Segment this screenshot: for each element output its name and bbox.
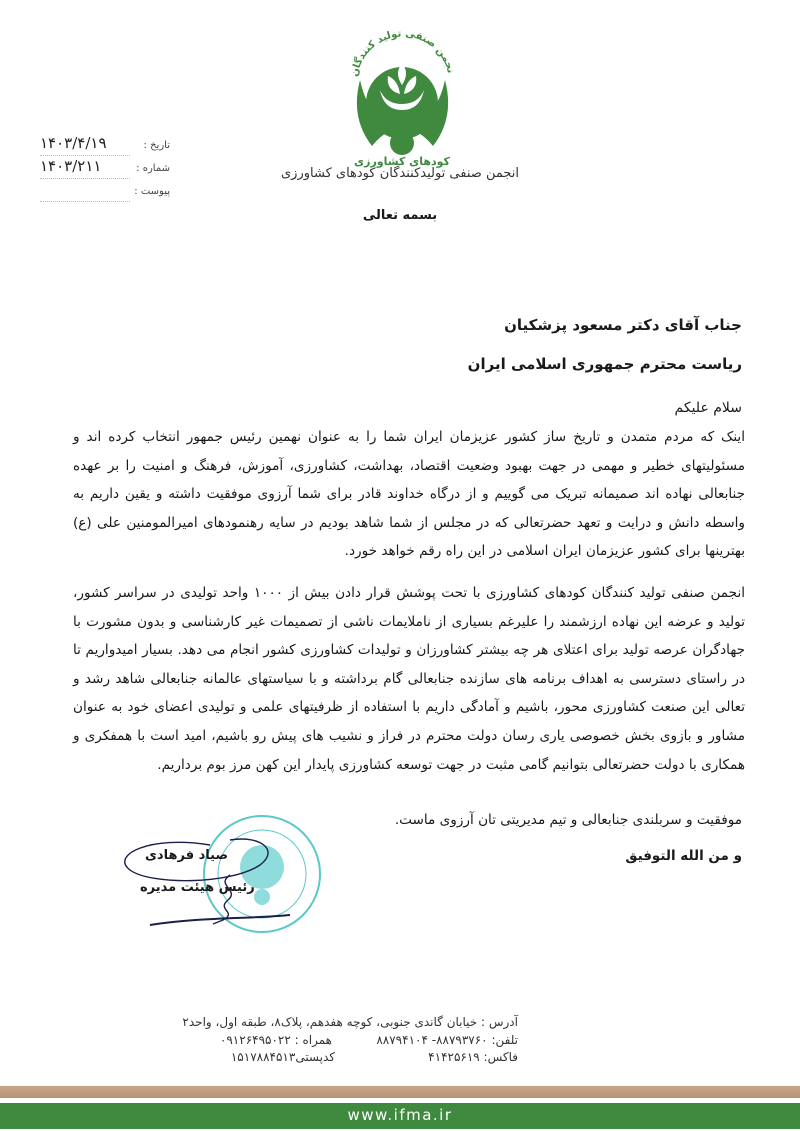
signatory-title: رئیس هیئت مدیره: [140, 880, 255, 895]
recipient-name: جناب آقای دکتر مسعود پزشکیان: [504, 316, 742, 334]
number-value: ۱۴۰۳/۲۱۱: [40, 157, 102, 175]
greeting: سلام علیکم: [674, 400, 742, 416]
footer-address: آدرس : خیابان گاندی جنوبی، کوچه هفدهم، پلاک۸، طبقه اول، واحد۲: [182, 1015, 518, 1029]
bismillah-heading: بسمه تعالی: [362, 208, 438, 223]
signatory-name: صیاد فرهادی: [145, 848, 229, 863]
logo-bottom-text: کودهای کشاورزی: [354, 155, 450, 168]
body-paragraph-2: انجمن صنفی تولید کنندگان کودهای کشاورزی با تحت پوشش قرار دادن بیش از ۱۰۰۰ واحد تولیدی در سراسر کشور، تولید و عرضه این نهاده ارزشمند را علیرغم بسیاری از ناملایمات ناشی از تصمیمات غیر کارشناسی و بدون مشورت با جهادگران عرصه تولید برای اعتلای هر چه بیشتر کشاورزان و تولیدات کشاورزی کشور انجام می دهد. بسیار امیدواریم تا در راستای دسترسی به اهداف برنامه های سازنده جنابعالی گام برداشته و با سیاستهای عالمانه جنابعالی شاهد رشد و تعالی این صنعت کشاورزی محور، باشیم و آمادگی داریم با استفاده از ظرفیتهای علمی و تولیدی اعضای خود به عنوان مشاور و بازوی بخش خصوصی یاری رسان دولت محترم در فراز و نشیب های پیش رو باشیم، امید است با همفکری و همکاری با دولت حضرتعالی بتوانیم گامی مثبت در جهت توسعه کشاورزی پایدار این کهن مرز بوم برداریم.: [73, 585, 745, 773]
date-label: تاریخ :: [143, 140, 170, 151]
attachment-row: [20, 182, 170, 202]
svg-text:انجمن صنفی تولید کنندگان: نجمن صنفی تولید کنندگان: [349, 28, 456, 78]
organization-caption: انجمن صنفی تولیدکنندگان کودهای کشاورزی: [281, 166, 519, 181]
closing-salutation: و من الله التوفیق: [625, 848, 742, 864]
closing-line: موفقیت و سربلندی جنابعالی و تیم مدیریتی تان آرزوی ماست.: [394, 812, 742, 828]
footer-phone: تلفن: ۸۸۷۹۳۷۶۰- ۸۸۷۹۴۱۰۴: [376, 1033, 518, 1047]
recipient-title: ریاست محترم جمهوری اسلامی ایران: [467, 355, 742, 373]
date-row: [20, 136, 170, 156]
footer-postal-code: کدپستی۱۵۱۷۸۸۴۵۱۳: [230, 1050, 335, 1064]
website-link[interactable]: www.ifma.ir: [347, 1106, 453, 1124]
handwritten-signature: [110, 825, 310, 935]
footer-stripe: [0, 1086, 800, 1098]
date-value: ۱۴۰۳/۴/۱۹: [40, 134, 107, 152]
footer-mobile: همراه : ۰۹۱۲۶۴۹۵۰۲۲: [219, 1033, 332, 1047]
footer-fax: فاکس: ۴۱۴۲۵۶۱۹: [428, 1050, 518, 1064]
attachment-label: پیوست :: [134, 186, 170, 197]
number-label: شماره :: [136, 163, 170, 174]
organization-logo: [340, 18, 465, 168]
number-row: [20, 159, 170, 179]
body-paragraph-1: اینک که مردم متمدن و تاریخ ساز کشور عزیزمان ایران شما را به عنوان نهمین رئیس جمهور انتخاب کرده اند و مسئولیتهای خطیر و مهمی در جهت بهبود وضعیت اقتصاد، بهداشت، کشاورزی، آموزش، فرهنگ و امنیت را بر عهده جنابعالی نهاده اند صمیمانه تبریک می گوییم و از درگاه خداوند قادر برای شما آرزوی موفقیت داشته و یقین داریم به واسطه دانش و درایت و تعهد حضرتعالی که در مجلس از شما شاهد بودیم در سایه رهنمودهای امیرالمومنین علی (ع) بهترینها برای کشور عزیزمان ایران اسلامی در این راه رقم خواهد خورد.: [73, 429, 745, 560]
